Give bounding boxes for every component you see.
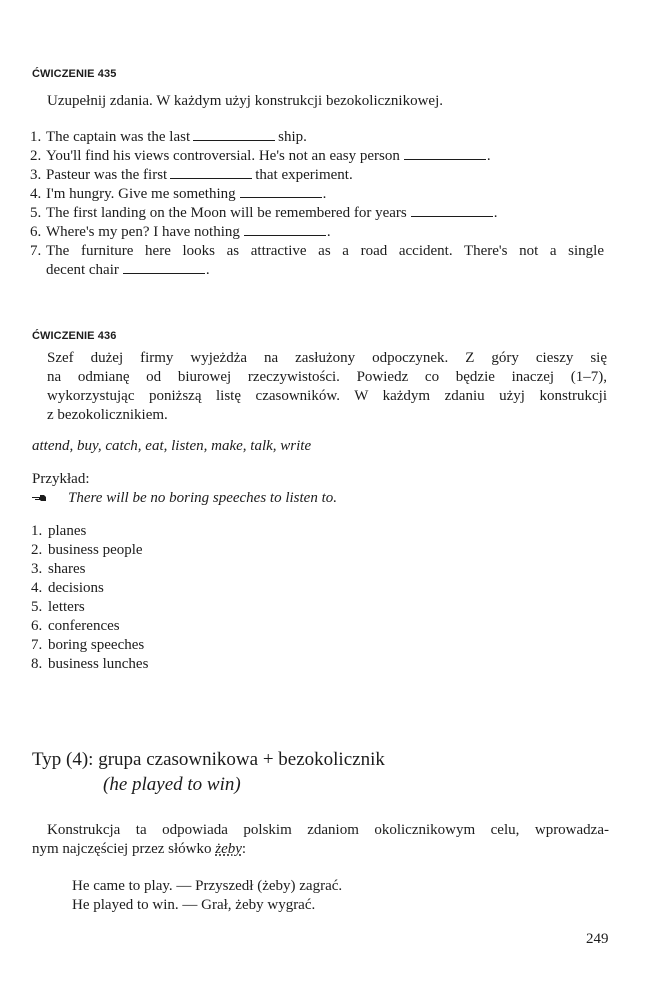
item-number: 5. bbox=[30, 205, 42, 221]
list-item bbox=[31, 636, 331, 655]
list-item bbox=[30, 185, 610, 204]
item-text: I'm hungry. Give me something bbox=[46, 186, 236, 202]
answer-blank[interactable] bbox=[404, 149, 486, 160]
exercise-436-heading: ĆWICZENIE 436 bbox=[32, 330, 117, 342]
exercise-435-list bbox=[30, 128, 610, 280]
item-text-after: ship. bbox=[278, 129, 307, 145]
item-text: conferences bbox=[48, 618, 120, 634]
item-number: 1. bbox=[31, 523, 43, 539]
item-number: 1. bbox=[30, 129, 42, 145]
item-number: 2. bbox=[31, 542, 43, 558]
list-item bbox=[31, 655, 331, 674]
item-number: 3. bbox=[31, 561, 43, 577]
section-paragraph bbox=[32, 821, 609, 859]
item-text: The captain was the last bbox=[46, 129, 191, 145]
list-item bbox=[30, 128, 610, 147]
list-item bbox=[31, 598, 331, 617]
instruction-line: na odmianę od biurowej rzeczywistości. Powiedz co będzie inaczej (1–7), bbox=[47, 369, 607, 385]
item-text: business people bbox=[48, 542, 143, 558]
example-line: He played to win. — Grał, żeby wygrać. bbox=[72, 897, 316, 913]
answer-blank[interactable] bbox=[170, 168, 252, 179]
answer-blank[interactable] bbox=[244, 225, 326, 236]
item-text: The furniture here looks as attractive as a road accident. There's not a single bbox=[46, 243, 604, 259]
paragraph-line: nym najczęściej przez słówko bbox=[32, 841, 212, 857]
item-number: 4. bbox=[30, 186, 42, 202]
instruction-line: z bezokolicznikiem. bbox=[47, 407, 168, 423]
item-number: 7. bbox=[31, 637, 43, 653]
list-item bbox=[31, 579, 331, 598]
exercise-435-instruction: Uzupełnij zdania. W każdym użyj konstrukcji bezokolicznikowej. bbox=[47, 93, 443, 109]
list-item bbox=[30, 242, 610, 280]
exercise-435-heading: ĆWICZENIE 435 bbox=[32, 68, 117, 80]
list-item bbox=[30, 166, 610, 185]
list-item bbox=[30, 223, 610, 242]
item-text-line2: decent chair bbox=[46, 262, 119, 278]
item-text-after: . bbox=[493, 205, 498, 221]
section-title: Typ (4): grupa czasownikowa + bezokolicznik bbox=[32, 749, 385, 770]
instruction-line: Szef dużej firmy wyjeżdża na zasłużony odpoczynek. Z góry cieszy się bbox=[47, 350, 607, 366]
list-item bbox=[30, 204, 610, 223]
item-number: 6. bbox=[31, 618, 43, 634]
list-item bbox=[31, 522, 331, 541]
item-number: 8. bbox=[31, 656, 43, 672]
section-examples bbox=[72, 877, 342, 915]
answer-blank[interactable] bbox=[193, 130, 275, 141]
item-number: 5. bbox=[31, 599, 43, 615]
section-subtitle: (he played to win) bbox=[103, 774, 241, 795]
item-text: planes bbox=[48, 523, 87, 539]
item-text: Pasteur was the first bbox=[46, 167, 168, 183]
item-number: 2. bbox=[30, 148, 42, 164]
instruction-line: wykorzystując poniższą listę czasowników. W każdym zdaniu użyj konstrukcji bbox=[47, 388, 607, 404]
item-text: decisions bbox=[48, 580, 104, 596]
item-number: 6. bbox=[30, 224, 42, 240]
paragraph-punct: : bbox=[241, 841, 247, 857]
item-text: You'll find his views controversial. He's not an easy person bbox=[46, 148, 400, 164]
item-text: business lunches bbox=[48, 656, 149, 672]
list-item bbox=[31, 617, 331, 636]
item-number: 4. bbox=[31, 580, 43, 596]
item-number: 7. bbox=[30, 243, 42, 259]
answer-blank[interactable] bbox=[123, 263, 205, 274]
item-text-after: . bbox=[205, 262, 210, 278]
page-number: 249 bbox=[586, 931, 609, 947]
item-number: 3. bbox=[30, 167, 42, 183]
example-line: He came to play. — Przyszedł (żeby) zagrać. bbox=[72, 878, 343, 894]
item-text: Where's my pen? I have nothing bbox=[46, 224, 240, 240]
item-text: shares bbox=[48, 561, 86, 577]
example-sentence: There will be no boring speeches to listen to. bbox=[68, 490, 337, 506]
list-item bbox=[31, 541, 331, 560]
item-text-after: . bbox=[486, 148, 491, 164]
example-label: Przykład: bbox=[32, 471, 90, 487]
item-text-after: that experiment. bbox=[255, 167, 353, 183]
item-text-after: . bbox=[322, 186, 327, 202]
verb-list: attend, buy, catch, eat, listen, make, talk, write bbox=[32, 438, 312, 454]
item-text: boring speeches bbox=[48, 637, 145, 653]
answer-blank[interactable] bbox=[240, 187, 322, 198]
list-item bbox=[30, 147, 610, 166]
item-text: letters bbox=[48, 599, 85, 615]
example-row bbox=[32, 489, 592, 508]
keyword: żeby bbox=[215, 841, 242, 857]
item-text-after: . bbox=[326, 224, 331, 240]
pointing-hand-icon bbox=[32, 493, 47, 503]
item-text: The first landing on the Moon will be remembered for years bbox=[46, 205, 407, 221]
answer-blank[interactable] bbox=[411, 206, 493, 217]
list-item bbox=[31, 560, 331, 579]
paragraph-line: Konstrukcja ta odpowiada polskim zdaniom okolicznikowym celu, wprowadza- bbox=[47, 822, 609, 838]
exercise-436-instruction bbox=[47, 349, 607, 425]
exercise-436-list bbox=[31, 522, 331, 674]
